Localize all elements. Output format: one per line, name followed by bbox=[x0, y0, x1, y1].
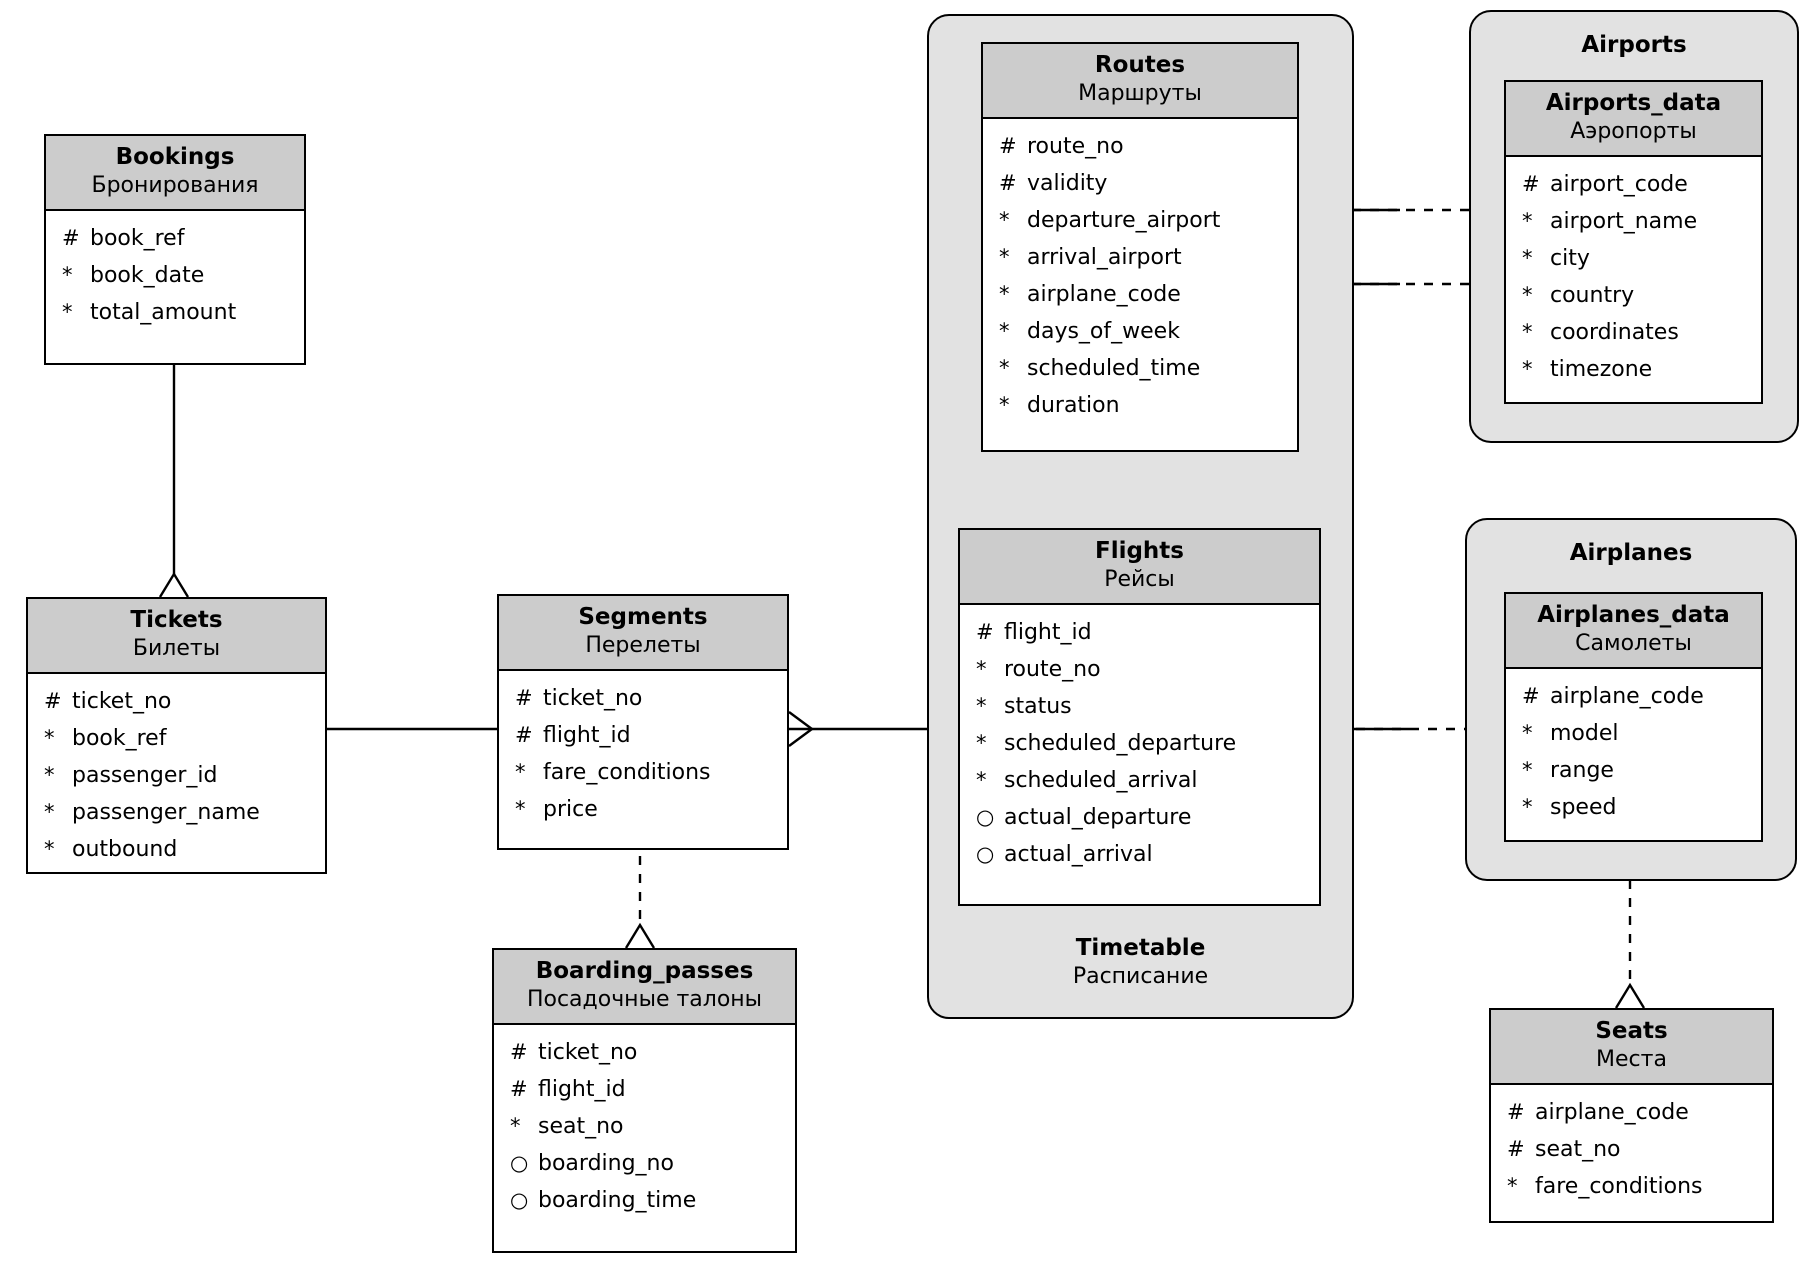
attribute-marker: * bbox=[999, 393, 1010, 417]
entity-seats-attributes bbox=[1491, 1085, 1772, 1216]
attribute-marker: * bbox=[1522, 246, 1533, 270]
attribute-name: route_no bbox=[1027, 134, 1124, 159]
attribute-row bbox=[983, 202, 1297, 239]
entity-airplanes-data-name-ru: Самолеты bbox=[1575, 631, 1692, 656]
attribute-name: airplane_code bbox=[1550, 684, 1704, 709]
entity-airplanes-data[interactable] bbox=[1504, 592, 1763, 842]
entity-flights-name: Flights bbox=[1094, 538, 1184, 564]
attribute-row bbox=[1506, 715, 1761, 752]
attribute-name: airplane_code bbox=[1027, 282, 1181, 307]
attribute-name: ticket_no bbox=[72, 689, 172, 714]
attribute-name: scheduled_time bbox=[1027, 356, 1201, 381]
attribute-name: passenger_id bbox=[72, 763, 218, 788]
attribute-marker: * bbox=[976, 731, 987, 755]
attribute-row bbox=[1506, 277, 1761, 314]
group-airports-label bbox=[1471, 30, 1797, 60]
entity-airports-data[interactable] bbox=[1504, 80, 1763, 404]
attribute-row bbox=[46, 257, 304, 294]
attribute-name: status bbox=[1004, 694, 1072, 719]
attribute-name: book_ref bbox=[72, 726, 167, 751]
entity-flights-header bbox=[960, 530, 1319, 605]
attribute-marker: * bbox=[62, 263, 73, 287]
entity-airplanes-data-attributes bbox=[1506, 669, 1761, 837]
attribute-marker: * bbox=[510, 1114, 521, 1138]
attribute-marker: * bbox=[1522, 758, 1533, 782]
attribute-name: boarding_time bbox=[538, 1188, 697, 1213]
attribute-marker: * bbox=[1522, 721, 1533, 745]
attribute-row bbox=[983, 276, 1297, 313]
attribute-marker: * bbox=[1522, 795, 1533, 819]
entity-airports-data-name-ru: Аэропорты bbox=[1570, 119, 1697, 144]
attribute-row bbox=[499, 754, 787, 791]
attribute-row bbox=[1506, 678, 1761, 715]
entity-airports-data-header bbox=[1506, 82, 1761, 157]
attribute-marker: * bbox=[999, 245, 1010, 269]
entity-flights-attributes bbox=[960, 605, 1319, 884]
attribute-marker: * bbox=[1522, 320, 1533, 344]
entity-segments[interactable] bbox=[497, 594, 789, 850]
attribute-marker: * bbox=[999, 356, 1010, 380]
entity-routes-attributes bbox=[983, 119, 1297, 435]
attribute-name: fare_conditions bbox=[543, 760, 711, 785]
entity-routes-name-ru: Маршруты bbox=[1078, 81, 1202, 106]
attribute-name: boarding_no bbox=[538, 1151, 674, 1176]
attribute-name: validity bbox=[1027, 171, 1108, 196]
attribute-row bbox=[46, 294, 304, 331]
attribute-row bbox=[1506, 789, 1761, 826]
attribute-row bbox=[1491, 1094, 1772, 1131]
entity-tickets-name-ru: Билеты bbox=[132, 636, 221, 661]
attribute-marker: * bbox=[976, 657, 987, 681]
attribute-name: outbound bbox=[72, 837, 178, 862]
group-timetable-name: Timetable bbox=[1075, 935, 1206, 961]
attribute-marker: # bbox=[62, 226, 80, 250]
attribute-name: speed bbox=[1550, 795, 1617, 820]
attribute-name: departure_airport bbox=[1027, 208, 1221, 233]
attribute-name: passenger_name bbox=[72, 800, 260, 825]
attribute-row bbox=[28, 720, 325, 757]
attribute-row bbox=[983, 165, 1297, 202]
entity-airports-data-name: Airports_data bbox=[1545, 90, 1722, 116]
attribute-marker: # bbox=[999, 171, 1017, 195]
entity-tickets-name: Tickets bbox=[130, 607, 223, 633]
group-airports-name: Airports bbox=[1581, 32, 1687, 58]
attribute-row bbox=[983, 313, 1297, 350]
attribute-row bbox=[983, 387, 1297, 424]
attribute-row bbox=[960, 725, 1319, 762]
attribute-row bbox=[1491, 1168, 1772, 1205]
attribute-row bbox=[983, 350, 1297, 387]
attribute-marker: ○ bbox=[976, 805, 995, 829]
attribute-marker: * bbox=[44, 837, 55, 861]
attribute-marker: * bbox=[999, 282, 1010, 306]
attribute-name: flight_id bbox=[1004, 620, 1092, 645]
attribute-row bbox=[494, 1108, 795, 1145]
entity-segments-attributes bbox=[499, 671, 787, 839]
attribute-marker: * bbox=[976, 694, 987, 718]
entity-seats[interactable] bbox=[1489, 1008, 1774, 1223]
attribute-row bbox=[960, 762, 1319, 799]
attribute-row bbox=[983, 239, 1297, 276]
entity-segments-header bbox=[499, 596, 787, 671]
attribute-name: price bbox=[543, 797, 598, 822]
group-airplanes-label bbox=[1467, 538, 1795, 568]
attribute-marker: * bbox=[515, 797, 526, 821]
entity-routes[interactable] bbox=[981, 42, 1299, 452]
attribute-name: airport_name bbox=[1550, 209, 1698, 234]
entity-bookings-attributes bbox=[46, 211, 304, 342]
attribute-row bbox=[960, 614, 1319, 651]
attribute-marker: * bbox=[44, 726, 55, 750]
attribute-row bbox=[1506, 166, 1761, 203]
attribute-marker: # bbox=[976, 620, 994, 644]
entity-seats-name-ru: Места bbox=[1596, 1047, 1667, 1072]
attribute-marker: ○ bbox=[976, 842, 995, 866]
attribute-name: airport_code bbox=[1550, 172, 1688, 197]
attribute-name: arrival_airport bbox=[1027, 245, 1182, 270]
attribute-name: scheduled_departure bbox=[1004, 731, 1237, 756]
attribute-marker: ○ bbox=[510, 1188, 529, 1212]
attribute-marker: # bbox=[999, 134, 1017, 158]
attribute-name: city bbox=[1550, 246, 1590, 271]
attribute-marker: * bbox=[1522, 357, 1533, 381]
entity-routes-name: Routes bbox=[1094, 52, 1186, 78]
attribute-marker: # bbox=[1522, 684, 1540, 708]
attribute-name: scheduled_arrival bbox=[1004, 768, 1198, 793]
attribute-row bbox=[1506, 314, 1761, 351]
attribute-row bbox=[494, 1182, 795, 1219]
attribute-name: total_amount bbox=[90, 300, 237, 325]
attribute-name: seat_no bbox=[1535, 1137, 1621, 1162]
attribute-marker: ○ bbox=[510, 1151, 529, 1175]
attribute-marker: * bbox=[1522, 209, 1533, 233]
entity-tickets[interactable] bbox=[26, 597, 327, 874]
entity-bookings-header bbox=[46, 136, 304, 211]
attribute-row bbox=[960, 688, 1319, 725]
entity-bookings[interactable] bbox=[44, 134, 306, 365]
attribute-marker: # bbox=[1507, 1137, 1525, 1161]
attribute-marker: * bbox=[515, 760, 526, 784]
entity-bookings-name: Bookings bbox=[115, 144, 235, 170]
entity-boarding-passes-name: Boarding_passes bbox=[535, 958, 754, 984]
entity-airports-data-attributes bbox=[1506, 157, 1761, 399]
attribute-marker: # bbox=[510, 1077, 528, 1101]
attribute-name: duration bbox=[1027, 393, 1120, 418]
attribute-marker: # bbox=[44, 689, 62, 713]
attribute-marker: * bbox=[44, 763, 55, 787]
attribute-row bbox=[1491, 1131, 1772, 1168]
attribute-name: range bbox=[1550, 758, 1614, 783]
entity-tickets-attributes bbox=[28, 674, 325, 879]
attribute-row bbox=[983, 128, 1297, 165]
entity-tickets-header bbox=[28, 599, 325, 674]
attribute-name: actual_arrival bbox=[1004, 842, 1153, 867]
attribute-marker: # bbox=[1507, 1100, 1525, 1124]
attribute-name: flight_id bbox=[543, 723, 631, 748]
entity-airplanes-data-header bbox=[1506, 594, 1761, 669]
attribute-name: airplane_code bbox=[1535, 1100, 1689, 1125]
entity-boarding-passes[interactable] bbox=[492, 948, 797, 1253]
group-timetable-name-ru: Расписание bbox=[1072, 964, 1209, 989]
attribute-name: days_of_week bbox=[1027, 319, 1180, 344]
attribute-marker: * bbox=[44, 800, 55, 824]
group-timetable-label bbox=[929, 933, 1352, 991]
attribute-row bbox=[1506, 203, 1761, 240]
attribute-marker: * bbox=[1507, 1174, 1518, 1198]
entity-flights-name-ru: Рейсы bbox=[1104, 567, 1175, 592]
attribute-row bbox=[46, 220, 304, 257]
attribute-name: actual_departure bbox=[1004, 805, 1192, 830]
entity-bookings-name-ru: Бронирования bbox=[91, 173, 259, 198]
attribute-row bbox=[1506, 351, 1761, 388]
attribute-marker: * bbox=[62, 300, 73, 324]
attribute-name: country bbox=[1550, 283, 1635, 308]
attribute-row bbox=[494, 1034, 795, 1071]
attribute-name: fare_conditions bbox=[1535, 1174, 1703, 1199]
attribute-row bbox=[499, 717, 787, 754]
entity-boarding-passes-attributes bbox=[494, 1025, 795, 1230]
attribute-row bbox=[28, 757, 325, 794]
entity-seats-header bbox=[1491, 1010, 1772, 1085]
attribute-name: book_ref bbox=[90, 226, 185, 251]
entity-routes-header bbox=[983, 44, 1297, 119]
attribute-row bbox=[494, 1145, 795, 1182]
entity-airplanes-data-name: Airplanes_data bbox=[1537, 602, 1730, 628]
attribute-row bbox=[960, 799, 1319, 836]
group-airplanes-name: Airplanes bbox=[1569, 540, 1693, 566]
attribute-row bbox=[1506, 240, 1761, 277]
attribute-row bbox=[960, 836, 1319, 873]
attribute-marker: * bbox=[976, 768, 987, 792]
entity-boarding-passes-header bbox=[494, 950, 795, 1025]
attribute-marker: # bbox=[510, 1040, 528, 1064]
attribute-row bbox=[28, 831, 325, 868]
attribute-marker: # bbox=[515, 723, 533, 747]
attribute-name: coordinates bbox=[1550, 320, 1679, 345]
attribute-marker: # bbox=[515, 686, 533, 710]
attribute-marker: * bbox=[999, 208, 1010, 232]
attribute-row bbox=[28, 794, 325, 831]
entity-flights[interactable] bbox=[958, 528, 1321, 906]
entity-segments-name: Segments bbox=[578, 604, 708, 630]
attribute-name: seat_no bbox=[538, 1114, 624, 1139]
attribute-marker: # bbox=[1522, 172, 1540, 196]
attribute-row bbox=[494, 1071, 795, 1108]
attribute-name: model bbox=[1550, 721, 1619, 746]
attribute-name: ticket_no bbox=[538, 1040, 638, 1065]
attribute-row bbox=[499, 680, 787, 717]
attribute-row bbox=[1506, 752, 1761, 789]
attribute-row bbox=[960, 651, 1319, 688]
entity-segments-name-ru: Перелеты bbox=[585, 633, 701, 658]
attribute-row bbox=[28, 683, 325, 720]
attribute-marker: * bbox=[1522, 283, 1533, 307]
attribute-marker: * bbox=[999, 319, 1010, 343]
attribute-name: ticket_no bbox=[543, 686, 643, 711]
attribute-name: timezone bbox=[1550, 357, 1653, 382]
attribute-row bbox=[499, 791, 787, 828]
attribute-name: book_date bbox=[90, 263, 205, 288]
attribute-name: route_no bbox=[1004, 657, 1101, 682]
attribute-name: flight_id bbox=[538, 1077, 626, 1102]
entity-seats-name: Seats bbox=[1595, 1018, 1668, 1044]
entity-boarding-passes-name-ru: Посадочные талоны bbox=[526, 987, 763, 1012]
